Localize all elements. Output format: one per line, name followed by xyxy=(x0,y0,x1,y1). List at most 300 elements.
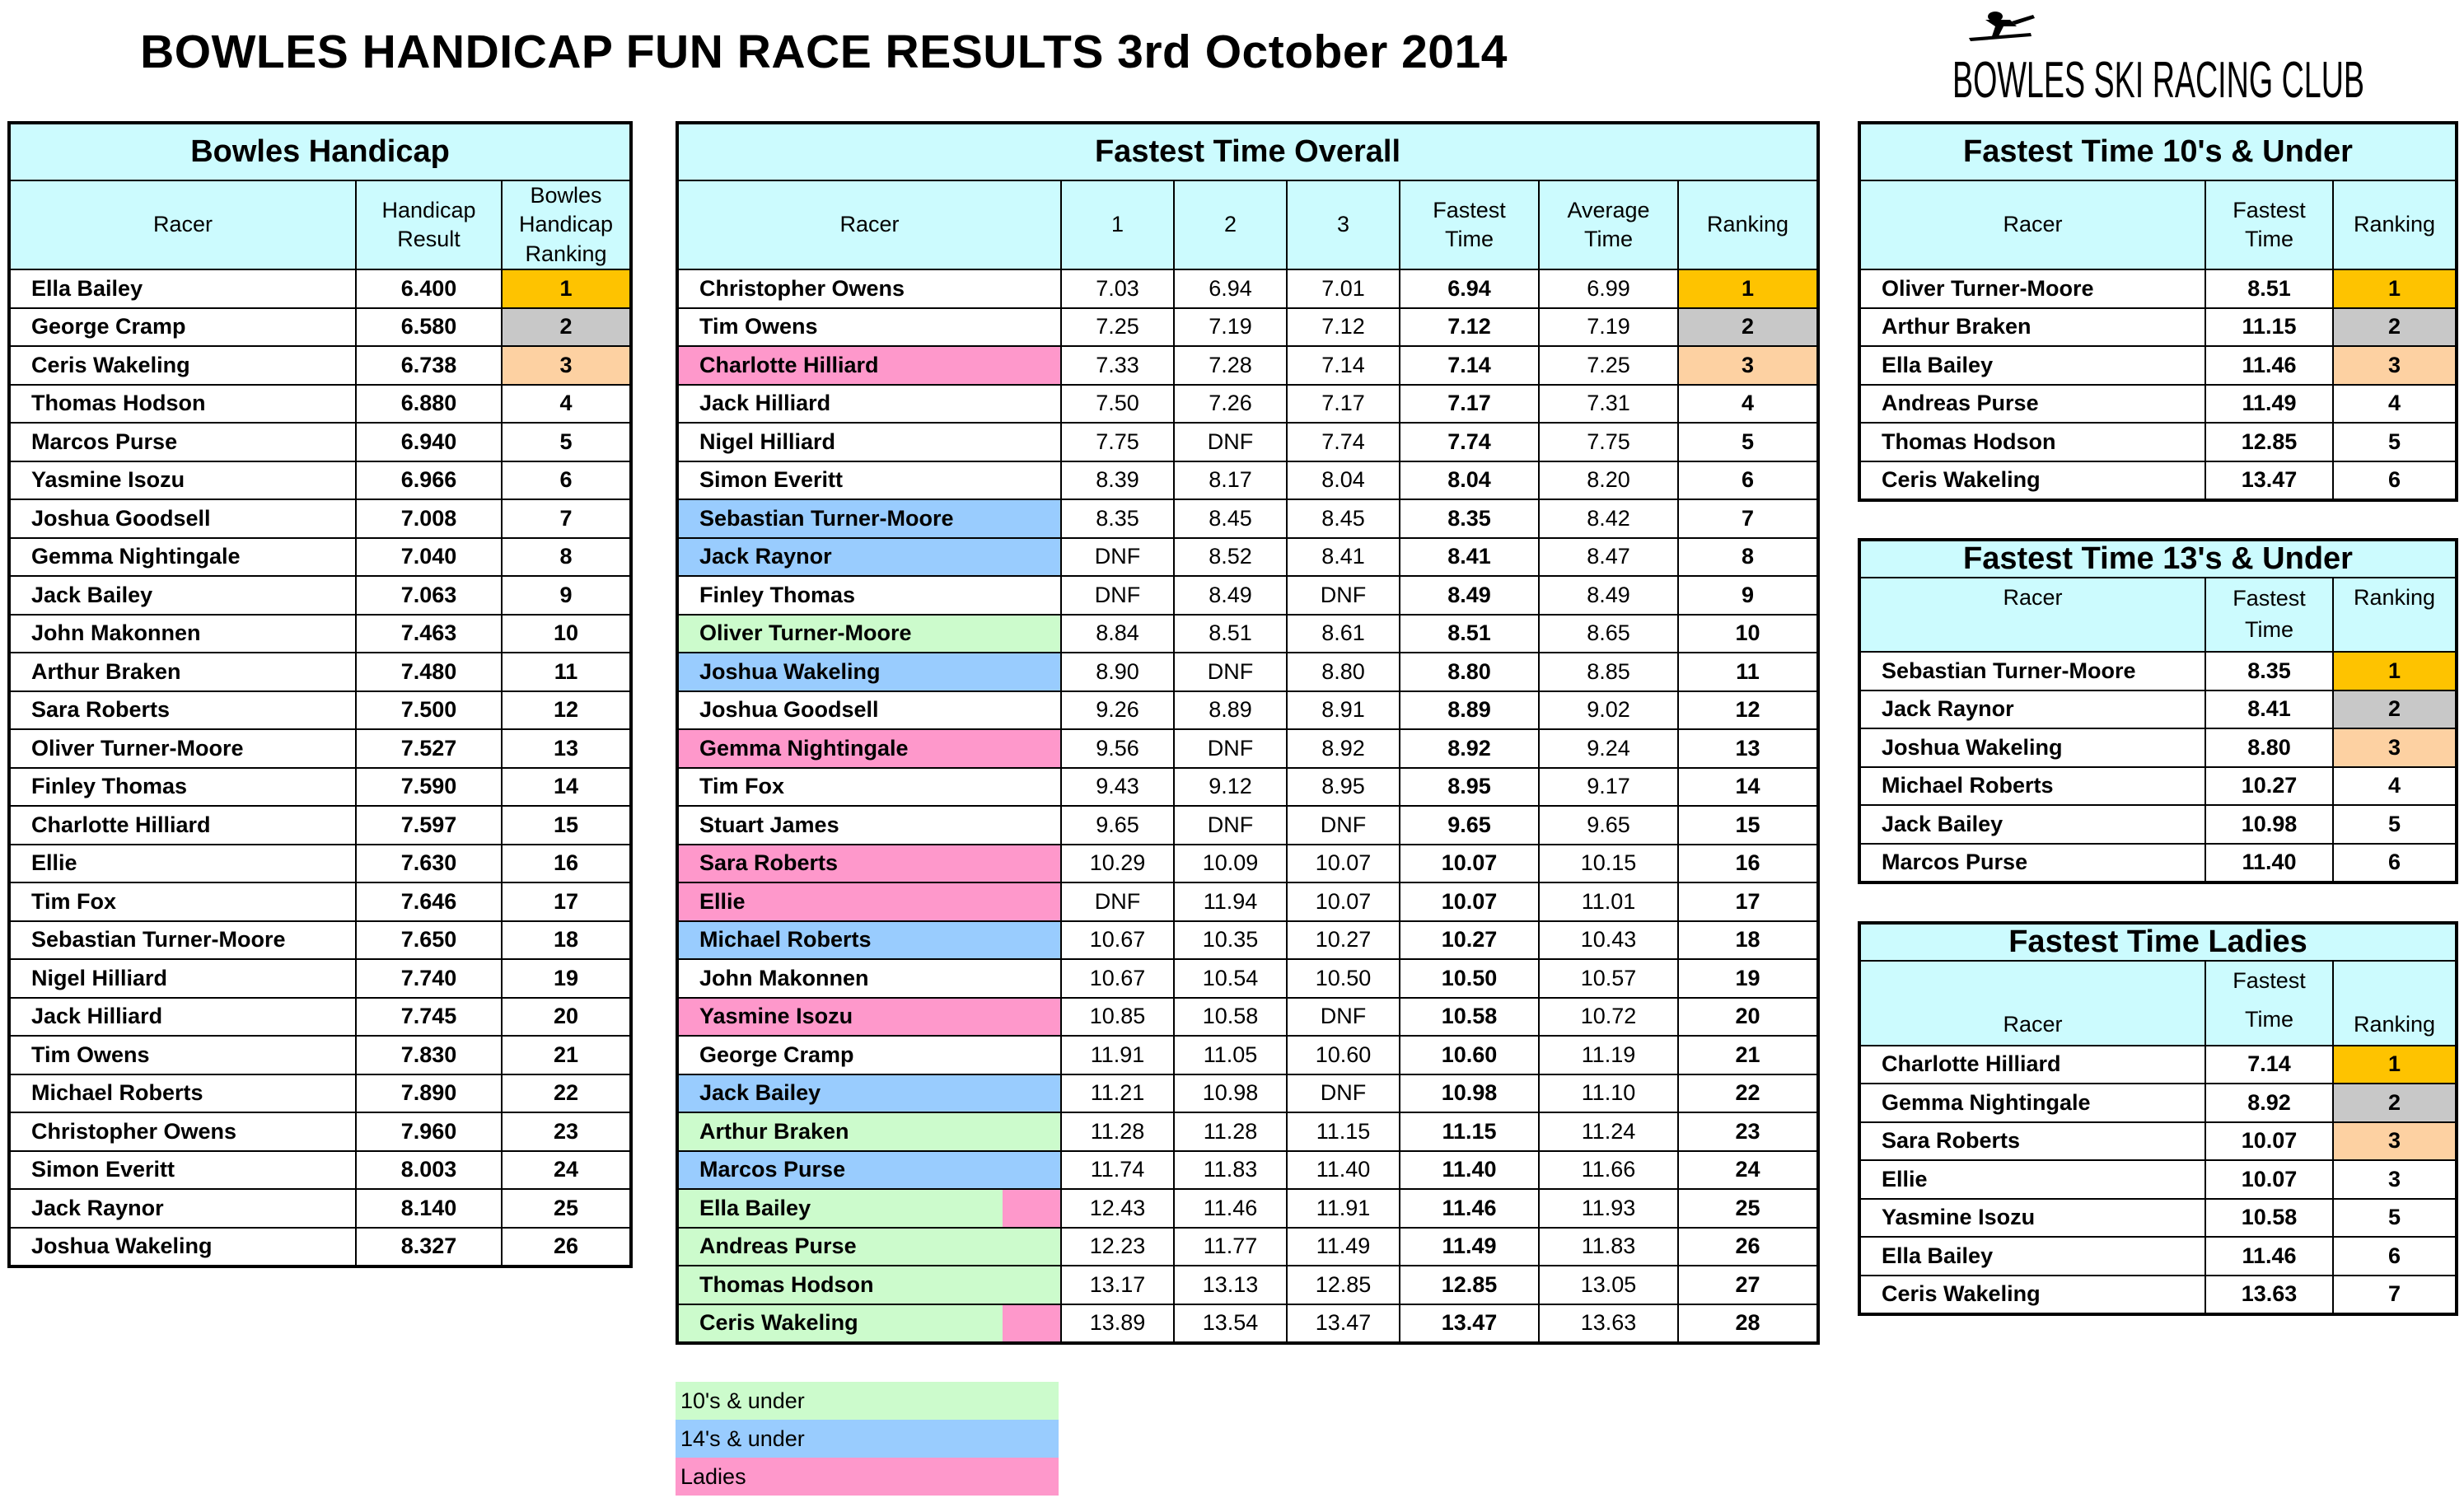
ladies-marker xyxy=(1003,1190,1060,1227)
racer-name: Ella Bailey xyxy=(1859,346,2205,385)
run-2-time: 11.28 xyxy=(1174,1112,1287,1151)
run-2-time: 11.83 xyxy=(1174,1151,1287,1190)
racer-name: Simon Everitt xyxy=(9,1151,356,1190)
club-logo xyxy=(1952,8,2381,107)
run-1-time: DNF xyxy=(1061,538,1174,577)
fastest-time: 9.65 xyxy=(1400,806,1539,845)
run-2-time: DNF xyxy=(1174,423,1287,461)
handicap-rank: 5 xyxy=(502,423,631,461)
col-fastest-time: Fastest Time xyxy=(2205,578,2333,652)
col-fastest-time: Fastest Time xyxy=(2205,961,2333,1046)
fastest-time: 8.80 xyxy=(2205,728,2333,767)
col-racer: Racer xyxy=(1859,961,2205,1046)
handicap-result: 7.590 xyxy=(356,768,502,807)
ranking: 5 xyxy=(2333,423,2457,461)
table-row xyxy=(9,653,631,691)
col-average-time: Average Time xyxy=(1539,180,1678,269)
racer-name: Joshua Wakeling xyxy=(1859,728,2205,767)
racer-name: Jack Bailey xyxy=(1859,805,2205,844)
run-2-time: 10.58 xyxy=(1174,998,1287,1037)
handicap-result: 7.040 xyxy=(356,538,502,577)
run-2-time: 7.28 xyxy=(1174,346,1287,385)
fastest-time: 6.94 xyxy=(1400,269,1539,308)
run-2-time: 9.12 xyxy=(1174,768,1287,807)
fastest-time: 13.63 xyxy=(2205,1276,2333,1315)
run-1-time: 9.26 xyxy=(1061,691,1174,730)
col-racer: Racer xyxy=(1859,578,2205,652)
racer-name xyxy=(677,1189,1061,1228)
table-row xyxy=(9,1074,631,1113)
run-1-time: 13.17 xyxy=(1061,1266,1174,1304)
ranking: 6 xyxy=(2333,1237,2457,1276)
average-time: 10.72 xyxy=(1539,998,1678,1037)
handicap-result: 7.527 xyxy=(356,729,502,768)
run-2-time: 8.52 xyxy=(1174,538,1287,577)
handicap-table xyxy=(7,121,633,1268)
racer-name: Jack Raynor xyxy=(1859,690,2205,729)
run-1-time: DNF xyxy=(1061,576,1174,615)
ranking: 7 xyxy=(2333,1276,2457,1315)
run-1-time: 10.67 xyxy=(1061,959,1174,998)
ranking: 2 xyxy=(2333,690,2457,729)
handicap-result: 6.880 xyxy=(356,385,502,424)
overall-table xyxy=(676,121,1820,1345)
handicap-rank: 17 xyxy=(502,882,631,921)
racer-name: Sebastian Turner-Moore xyxy=(1859,652,2205,690)
fastest-time: 10.07 xyxy=(1400,845,1539,883)
fastest-time: 7.74 xyxy=(1400,423,1539,461)
handicap-result: 7.597 xyxy=(356,806,502,845)
run-1-time: DNF xyxy=(1061,882,1174,921)
table-row xyxy=(1859,805,2457,844)
fastest-time: 10.27 xyxy=(2205,767,2333,806)
run-3-time: 8.80 xyxy=(1287,653,1400,691)
table-row xyxy=(1859,308,2457,347)
ranking: 14 xyxy=(1678,768,1818,807)
handicap-rank: 13 xyxy=(502,729,631,768)
run-3-time: 8.04 xyxy=(1287,461,1400,500)
tens-rows xyxy=(1859,269,2457,500)
table-row xyxy=(9,461,631,500)
run-1-time: 10.29 xyxy=(1061,845,1174,883)
racer-name: Marcos Purse xyxy=(1859,844,2205,883)
col-handicap-ranking: Bowles Handicap Ranking xyxy=(502,180,631,269)
ranking: 5 xyxy=(2333,805,2457,844)
ranking: 15 xyxy=(1678,806,1818,845)
fastest-time: 13.47 xyxy=(2205,461,2333,501)
fastest-time: 8.35 xyxy=(1400,499,1539,538)
run-3-time: 7.17 xyxy=(1287,385,1400,424)
table-row xyxy=(677,538,1818,577)
racer-name: Christopher Owens xyxy=(9,1112,356,1151)
racer-name: Sara Roberts xyxy=(677,845,1061,883)
fastest-time: 8.89 xyxy=(1400,691,1539,730)
racer-name: Yasmine Isozu xyxy=(1859,1199,2205,1238)
ranking: 5 xyxy=(2333,1199,2457,1238)
ranking: 3 xyxy=(1678,346,1818,385)
fastest-time: 8.95 xyxy=(1400,768,1539,807)
ranking: 27 xyxy=(1678,1266,1818,1304)
handicap-rank: 26 xyxy=(502,1228,631,1267)
ranking: 2 xyxy=(1678,308,1818,347)
handicap-result: 8.140 xyxy=(356,1189,502,1228)
run-3-time: 8.95 xyxy=(1287,768,1400,807)
run-3-time: 10.50 xyxy=(1287,959,1400,998)
run-1-time: 8.39 xyxy=(1061,461,1174,500)
run-2-time: 8.89 xyxy=(1174,691,1287,730)
run-1-time: 11.21 xyxy=(1061,1074,1174,1113)
racer-name: George Cramp xyxy=(677,1036,1061,1074)
col-run-2: 2 xyxy=(1174,180,1287,269)
average-time: 9.65 xyxy=(1539,806,1678,845)
racer-name: Ceris Wakeling xyxy=(1859,1276,2205,1315)
table-row xyxy=(1859,1237,2457,1276)
racer-name: Stuart James xyxy=(677,806,1061,845)
ranking: 18 xyxy=(1678,921,1818,960)
racer-name: Andreas Purse xyxy=(677,1228,1061,1266)
run-3-time: DNF xyxy=(1287,1074,1400,1113)
run-2-time: 7.26 xyxy=(1174,385,1287,424)
average-time: 8.65 xyxy=(1539,615,1678,653)
table-row xyxy=(9,1151,631,1190)
handicap-rank: 6 xyxy=(502,461,631,500)
fastest-time: 10.07 xyxy=(2205,1122,2333,1161)
thirteens-rows xyxy=(1859,652,2457,882)
run-2-time: 13.54 xyxy=(1174,1304,1287,1344)
color-legend xyxy=(676,1382,1059,1496)
ranking: 10 xyxy=(1678,615,1818,653)
fastest-time: 11.46 xyxy=(1400,1189,1539,1228)
fastest-time: 7.17 xyxy=(1400,385,1539,424)
table-row xyxy=(677,576,1818,615)
table-row xyxy=(9,768,631,807)
run-3-time: 11.49 xyxy=(1287,1228,1400,1266)
handicap-rank: 20 xyxy=(502,998,631,1037)
racer-name: Tim Fox xyxy=(677,768,1061,807)
handicap-rank: 25 xyxy=(502,1189,631,1228)
average-time: 10.43 xyxy=(1539,921,1678,960)
racer-name: Jack Hilliard xyxy=(9,998,356,1037)
handicap-result: 7.500 xyxy=(356,691,502,730)
average-time: 9.24 xyxy=(1539,729,1678,768)
racer-name: Ceris Wakeling xyxy=(1859,461,2205,501)
table-row xyxy=(1859,1199,2457,1238)
run-3-time: 7.14 xyxy=(1287,346,1400,385)
fastest-time: 10.98 xyxy=(1400,1074,1539,1113)
run-2-time: 7.19 xyxy=(1174,308,1287,347)
fastest-time: 11.15 xyxy=(1400,1112,1539,1151)
table-row xyxy=(9,806,631,845)
run-2-time: DNF xyxy=(1174,806,1287,845)
fastest-time: 10.58 xyxy=(2205,1199,2333,1238)
ranking: 23 xyxy=(1678,1112,1818,1151)
table-row xyxy=(677,308,1818,347)
run-3-time: 8.41 xyxy=(1287,538,1400,577)
logo-text: BOWLES SKI RACING CLUB xyxy=(1952,52,2364,107)
ranking: 24 xyxy=(1678,1151,1818,1190)
table-row xyxy=(1859,767,2457,806)
racer-name: Finley Thomas xyxy=(677,576,1061,615)
table-row xyxy=(677,1151,1818,1190)
table-row xyxy=(9,729,631,768)
ranking: 4 xyxy=(2333,767,2457,806)
run-3-time: 12.85 xyxy=(1287,1266,1400,1304)
racer-name: Arthur Braken xyxy=(9,653,356,691)
handicap-result: 7.630 xyxy=(356,845,502,883)
table-row xyxy=(1859,844,2457,883)
col-racer: Racer xyxy=(677,180,1061,269)
ranking: 2 xyxy=(2333,1084,2457,1122)
average-time: 9.02 xyxy=(1539,691,1678,730)
average-time: 6.99 xyxy=(1539,269,1678,308)
handicap-rank: 8 xyxy=(502,538,631,577)
tens-table xyxy=(1858,121,2458,502)
fastest-time: 10.50 xyxy=(1400,959,1539,998)
run-2-time: DNF xyxy=(1174,729,1287,768)
run-1-time: 9.56 xyxy=(1061,729,1174,768)
table-row xyxy=(677,959,1818,998)
run-3-time: 11.15 xyxy=(1287,1112,1400,1151)
fastest-time: 8.80 xyxy=(1400,653,1539,691)
run-1-time: 8.84 xyxy=(1061,615,1174,653)
ladies-marker xyxy=(1003,1305,1060,1342)
table-row xyxy=(677,269,1818,308)
ranking: 20 xyxy=(1678,998,1818,1037)
table-row xyxy=(677,385,1818,424)
ranking: 4 xyxy=(1678,385,1818,424)
handicap-rank: 14 xyxy=(502,768,631,807)
table-row xyxy=(9,576,631,615)
table-row xyxy=(1859,423,2457,461)
handicap-result: 7.463 xyxy=(356,615,502,653)
run-1-time: 7.50 xyxy=(1061,385,1174,424)
fastest-time: 8.41 xyxy=(1400,538,1539,577)
table-row xyxy=(9,959,631,998)
racer-name: Michael Roberts xyxy=(9,1074,356,1113)
table-row xyxy=(1859,1084,2457,1122)
average-time: 8.49 xyxy=(1539,576,1678,615)
average-time: 7.25 xyxy=(1539,346,1678,385)
handicap-rank: 24 xyxy=(502,1151,631,1190)
fastest-time: 8.51 xyxy=(2205,269,2333,308)
ranking: 28 xyxy=(1678,1304,1818,1344)
run-1-time: 10.85 xyxy=(1061,998,1174,1037)
col-ranking: Ranking xyxy=(2333,961,2457,1046)
col-fastest-time: Fastest Time xyxy=(2205,180,2333,269)
handicap-result: 7.063 xyxy=(356,576,502,615)
fastest-time: 10.60 xyxy=(1400,1036,1539,1074)
run-3-time: DNF xyxy=(1287,998,1400,1037)
racer-name: Ella Bailey xyxy=(1859,1237,2205,1276)
average-time: 8.42 xyxy=(1539,499,1678,538)
run-1-time: 9.43 xyxy=(1061,768,1174,807)
table-row xyxy=(1859,1122,2457,1161)
fastest-time: 8.04 xyxy=(1400,461,1539,500)
ladies-rows xyxy=(1859,1046,2457,1315)
run-3-time: DNF xyxy=(1287,806,1400,845)
fastest-time: 8.92 xyxy=(1400,729,1539,768)
handicap-result: 7.008 xyxy=(356,499,502,538)
racer-name: Joshua Goodsell xyxy=(9,499,356,538)
table-row xyxy=(1859,652,2457,690)
fastest-time: 8.92 xyxy=(2205,1084,2333,1122)
run-2-time: 10.98 xyxy=(1174,1074,1287,1113)
handicap-result: 8.003 xyxy=(356,1151,502,1190)
run-3-time: 8.45 xyxy=(1287,499,1400,538)
average-time: 11.01 xyxy=(1539,882,1678,921)
run-3-time: 8.91 xyxy=(1287,691,1400,730)
racer-name: Michael Roberts xyxy=(1859,767,2205,806)
racer-name: John Makonnen xyxy=(9,615,356,653)
table-row xyxy=(677,1074,1818,1113)
handicap-result: 7.745 xyxy=(356,998,502,1037)
racer-name: Jack Raynor xyxy=(9,1189,356,1228)
handicap-rank: 2 xyxy=(502,308,631,347)
handicap-rank: 23 xyxy=(502,1112,631,1151)
racer-name: Ceris Wakeling xyxy=(9,346,356,385)
ranking: 3 xyxy=(2333,1122,2457,1161)
table-row xyxy=(9,499,631,538)
ranking: 6 xyxy=(2333,461,2457,501)
table-row xyxy=(9,691,631,730)
handicap-rank: 15 xyxy=(502,806,631,845)
racer-name: Joshua Wakeling xyxy=(9,1228,356,1267)
handicap-rows xyxy=(9,269,631,1266)
handicap-rank: 1 xyxy=(502,269,631,308)
run-3-time: 7.74 xyxy=(1287,423,1400,461)
run-2-time: 13.13 xyxy=(1174,1266,1287,1304)
fastest-time: 8.35 xyxy=(2205,652,2333,690)
handicap-result: 7.646 xyxy=(356,882,502,921)
table-row xyxy=(9,346,631,385)
run-2-time: 8.17 xyxy=(1174,461,1287,500)
table-row xyxy=(677,461,1818,500)
tens-title: Fastest Time 10's & Under xyxy=(1859,123,2457,180)
racer-name: Andreas Purse xyxy=(1859,385,2205,424)
racer-name: Oliver Turner-Moore xyxy=(1859,269,2205,308)
handicap-result: 6.940 xyxy=(356,423,502,461)
average-time: 11.10 xyxy=(1539,1074,1678,1113)
run-1-time: 13.89 xyxy=(1061,1304,1174,1344)
table-row xyxy=(677,1304,1818,1344)
racer-name: Ellie xyxy=(677,882,1061,921)
table-row xyxy=(9,615,631,653)
table-row xyxy=(677,1228,1818,1266)
handicap-rank: 19 xyxy=(502,959,631,998)
handicap-result: 6.966 xyxy=(356,461,502,500)
handicap-title: Bowles Handicap xyxy=(9,123,631,180)
handicap-rank: 18 xyxy=(502,921,631,960)
racer-name: Joshua Wakeling xyxy=(677,653,1061,691)
handicap-rank: 3 xyxy=(502,346,631,385)
racer-name: Tim Owens xyxy=(677,308,1061,347)
ranking: 26 xyxy=(1678,1228,1818,1266)
racer-name xyxy=(677,1304,1061,1344)
racer-name: Arthur Braken xyxy=(1859,308,2205,347)
racer-name: Tim Fox xyxy=(9,882,356,921)
run-2-time: 8.49 xyxy=(1174,576,1287,615)
ranking: 1 xyxy=(1678,269,1818,308)
average-time: 8.47 xyxy=(1539,538,1678,577)
handicap-rank: 4 xyxy=(502,385,631,424)
fastest-time: 12.85 xyxy=(2205,423,2333,461)
fastest-time: 10.07 xyxy=(1400,882,1539,921)
handicap-rank: 16 xyxy=(502,845,631,883)
ranking: 21 xyxy=(1678,1036,1818,1074)
run-3-time: 7.12 xyxy=(1287,308,1400,347)
ranking: 2 xyxy=(2333,308,2457,347)
fastest-time: 11.40 xyxy=(1400,1151,1539,1190)
handicap-result: 8.327 xyxy=(356,1228,502,1267)
racer-name: Michael Roberts xyxy=(677,921,1061,960)
table-row xyxy=(677,845,1818,883)
table-row xyxy=(9,1036,631,1074)
average-time: 11.66 xyxy=(1539,1151,1678,1190)
average-time: 8.85 xyxy=(1539,653,1678,691)
col-ranking: Ranking xyxy=(2333,578,2457,652)
run-2-time: DNF xyxy=(1174,653,1287,691)
ranking: 8 xyxy=(1678,538,1818,577)
run-1-time: 11.91 xyxy=(1061,1036,1174,1074)
ranking: 17 xyxy=(1678,882,1818,921)
table-row xyxy=(9,882,631,921)
legend-ladies: Ladies xyxy=(676,1458,1059,1496)
table-row xyxy=(677,653,1818,691)
table-row xyxy=(1859,385,2457,424)
racer-name: Marcos Purse xyxy=(677,1151,1061,1190)
col-run-1: 1 xyxy=(1061,180,1174,269)
racer-name: Gemma Nightingale xyxy=(677,729,1061,768)
handicap-rank: 10 xyxy=(502,615,631,653)
fastest-time: 11.40 xyxy=(2205,844,2333,883)
run-1-time: 7.33 xyxy=(1061,346,1174,385)
average-time: 7.31 xyxy=(1539,385,1678,424)
handicap-result: 7.650 xyxy=(356,921,502,960)
racer-name: Arthur Braken xyxy=(677,1112,1061,1151)
skier-icon xyxy=(1969,12,2035,41)
racer-name: Sebastian Turner-Moore xyxy=(9,921,356,960)
table-row xyxy=(1859,269,2457,308)
handicap-rank: 12 xyxy=(502,691,631,730)
run-1-time: 7.25 xyxy=(1061,308,1174,347)
run-1-time: 11.28 xyxy=(1061,1112,1174,1151)
racer-name: Sara Roberts xyxy=(1859,1122,2205,1161)
table-row xyxy=(9,269,631,308)
run-2-time: 10.54 xyxy=(1174,959,1287,998)
col-racer: Racer xyxy=(1859,180,2205,269)
racer-name-text: Ceris Wakeling xyxy=(699,1310,858,1336)
fastest-time: 11.46 xyxy=(2205,1237,2333,1276)
racer-name: Christopher Owens xyxy=(677,269,1061,308)
racer-name: Gemma Nightingale xyxy=(9,538,356,577)
ranking: 16 xyxy=(1678,845,1818,883)
handicap-rank: 22 xyxy=(502,1074,631,1113)
fastest-time: 13.47 xyxy=(1400,1304,1539,1344)
table-row xyxy=(677,768,1818,807)
handicap-rank: 7 xyxy=(502,499,631,538)
run-1-time: 10.67 xyxy=(1061,921,1174,960)
racer-name: John Makonnen xyxy=(677,959,1061,998)
page-title: BOWLES HANDICAP FUN RACE RESULTS 3rd October 2014 xyxy=(140,26,1508,78)
ranking: 1 xyxy=(2333,269,2457,308)
run-1-time: 12.43 xyxy=(1061,1189,1174,1228)
legend-under-10: 10's & under xyxy=(676,1382,1059,1420)
table-row xyxy=(1859,690,2457,729)
average-time: 11.83 xyxy=(1539,1228,1678,1266)
ranking: 6 xyxy=(2333,844,2457,883)
col-racer: Racer xyxy=(9,180,356,269)
col-handicap-result: Handicap Result xyxy=(356,180,502,269)
